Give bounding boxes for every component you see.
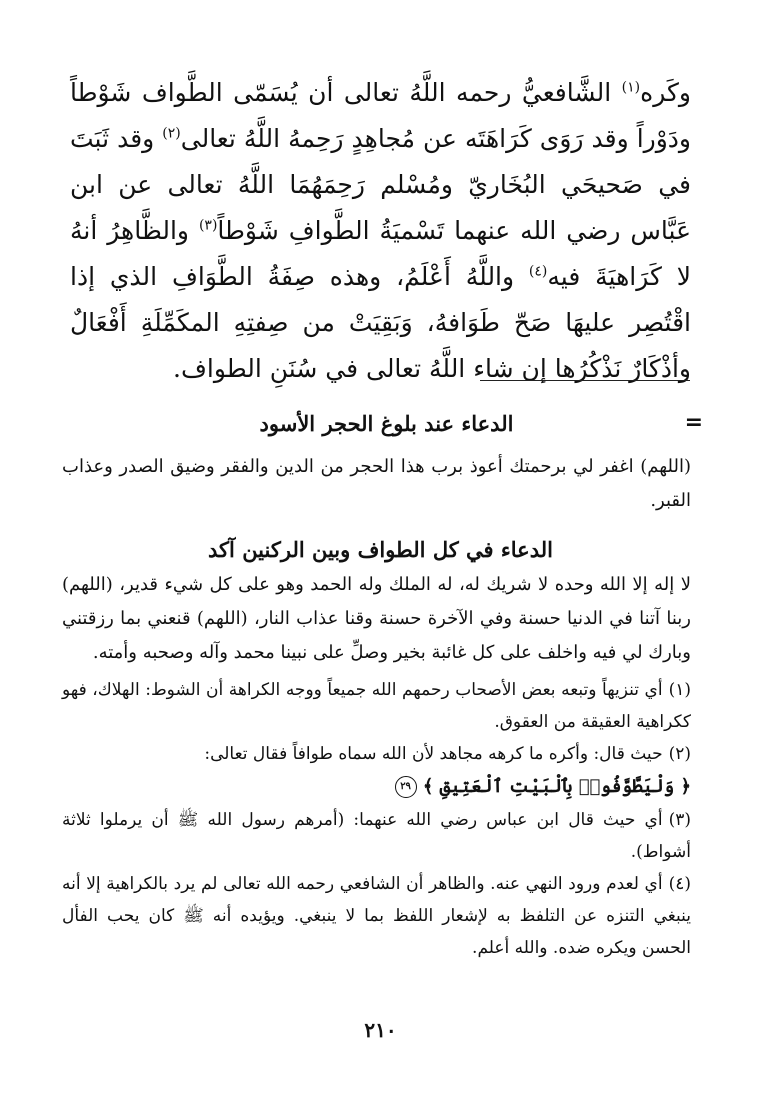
section-2-heading: الدعاء في كل الطواف وبين الركنين آكد <box>208 537 553 562</box>
main-text-part-1: وكَره <box>640 78 691 107</box>
footnote-3-text: أي حيث قال ابن عباس رضي الله عنهما: (أمرهم رسول الله ﷺ أن يرملوا ثلاثة أشواط). <box>62 810 691 862</box>
main-text-part-2: الشَّافعيُّ رحمه اللَّهُ تعالى أن يُسَمّى الطَّواف شَوْطاً ودَوْراً وقد رَوَى كَرَاهَتَه عن مُجاهِدٍ رَحِمهُ اللَّهُ تعالى <box>70 78 692 153</box>
main-text-part-5: واللَّهُ أَعْلَمُ، وهذه صِفَةُ الطَّوَافِ الذي إذا اقْتُصِر عليهَا صَحّ طَوَافهُ، وَبَقِيَتْ من صِفتِهِ المكَمِّلَةِ أَفْعَالٌ وأذْكَارٌ نَذْكُرُها إن شاء اللَّهُ تعالى في سُنَنِ الطواف. <box>70 262 691 383</box>
footnote-2-quran-verse <box>62 770 691 804</box>
main-text-part-3: وقد ثَبَتَ في صَحيحَي البُخَاريّ ومُسْلم رَحِمَهُمَا اللَّهُ تعالى عن ابن عَبَّاس رضي الله عنهما تَسْميَةُ الطَّوافِ شَوْطاً <box>70 124 691 245</box>
footnote-1-number: (١) <box>668 680 691 700</box>
section-1-body <box>62 450 691 518</box>
footnote-ref-3: (٣) <box>198 217 218 234</box>
section-1-heading: الدعاء عند بلوغ الحجر الأسود <box>259 411 514 436</box>
footnote-2 <box>62 738 691 770</box>
footnote-4-text: أي لعدم ورود النهي عنه. والظاهر أن الشافعي رحمه الله تعالى لم يرد بالكراهية إلا أنه ينبغي التنزه عن التلفظ به لإشعار اللفظ بما لا ينبغي. ويؤيده أنه ﷺ كان يحب الفأل الحسن ويكره ضده. والله أعلم. <box>62 874 691 958</box>
footnote-4 <box>62 868 691 964</box>
ayah-number-icon: ٢٩ <box>395 776 417 798</box>
footnote-3-number: (٣) <box>668 810 691 830</box>
section-1-prayer: (اللهم) اغفر لي برحمتك أعوذ برب هذا الحجر من الدين والفقر وضيق الصدر وعذاب القبر. <box>62 456 691 511</box>
section-1-heading-row <box>70 404 703 444</box>
section-2-heading-row <box>70 530 691 570</box>
footnote-ref-2: (٢) <box>162 125 181 142</box>
main-paragraph <box>70 70 691 392</box>
main-text-part-4: والظَّاهِرُ أنهُ لا كَرَاهيَةَ فيه <box>70 216 691 291</box>
footnote-separator-rule <box>480 380 690 381</box>
footnote-3 <box>62 804 691 868</box>
footnote-1 <box>62 674 691 738</box>
footnote-1-text: أي تنزيهاً وتبعه بعض الأصحاب رحمهم الله جميعاً ووجه الكراهة أن الشوط: الهلاك، فهو ككراهية العقيقة من العقوق. <box>62 680 691 732</box>
footnote-2-number: (٢) <box>668 744 691 764</box>
section-2-body <box>62 568 691 964</box>
page-number: ٢١٠ <box>364 1018 397 1042</box>
section-marker: = <box>684 410 703 435</box>
quran-verse-text: ﴿ وَلْيَطَّوَّفُوا۟ بِٱلْبَيْتِ ٱلْعَتِيقِ ﴾ <box>422 776 691 797</box>
footnotes-list <box>62 674 691 964</box>
section-2-prayer: لا إله إلا الله وحده لا شريك له، له الملك وله الحمد وهو على كل شيء قدير، (اللهم) ربنا آتنا في الدنيا حسنة وفي الآخرة حسنة وقنا عذاب النار، (اللهم) قنعني بما رزقتني وبارك لي فيه واخلف على كل غائبة بخير وصلِّ على نبينا محمد وآله وصحبه وأمته. <box>62 574 691 663</box>
footnote-4-number: (٤) <box>668 874 691 894</box>
footnote-ref-1: (١) <box>621 79 641 96</box>
footnote-ref-4: (٤) <box>528 263 548 280</box>
footnote-2-text: حيث قال: وأكره ما كرهه مجاهد لأن الله سماه طوافاً فقال تعالى: <box>204 744 663 764</box>
